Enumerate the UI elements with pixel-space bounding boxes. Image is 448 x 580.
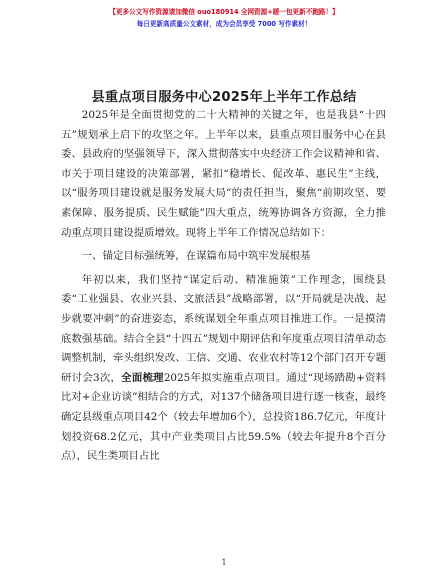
promo-banner-line-1: 【更多公文写作资源请加微信 ouo180914 全网资源+暖一包更新不跑路！】	[109, 8, 339, 16]
page-number: 1	[221, 558, 227, 567]
bold-emphasis: 全面梳理	[121, 371, 164, 384]
document-body	[61, 106, 386, 467]
body-text-part-1: 年初以来，我们坚持“谋定后动、精准施策”工作理念，围绕县委“工业强县、农业兴县、文旅活县”战略部署，以“开局就是决战、起步就要冲刺”的奋进姿态，系统谋划全年重点项目推进工作。一是摸清底数强基础。结合全县“十四五”规划中期评估和年度重点项目清单动态调整机制，牵头组织发改、工信、交通、农业农村等12个部门召开专题研讨会3次，	[61, 273, 386, 384]
body-paragraph	[61, 271, 386, 467]
promo-banner	[0, 6, 448, 30]
intro-paragraph: 2025年是全面贯彻党的二十大精神的关键之年，也是我县“十四五”规划承上启下的攻坚之年。上半年以来，县重点项目服务中心在县委、县政府的坚强领导下，深入贯彻落实中央经济工作会议精神和省、市关于项目建设的决策部署，紧扣“稳增长、促改革、惠民生”主线，以“服务项目建设就是服务发展大局”的责任担当，聚焦“前期攻坚、要素保障、服务提质、民生赋能”四大重点，统筹协调各方资源，全力推动重点项目建设提质增效。现将上半年工作情况总结如下：	[61, 109, 386, 239]
promo-banner-line-2: 每日更新高质量公文素材，成为会员享受 7000 写作素材！	[136, 20, 312, 28]
section-heading: 一、锚定目标强统筹，在谋篇布局中筑牢发展根基	[81, 250, 311, 263]
body-text-part-2: 2025年拟实施重点项目。通过“现场踏勘+资料比对+企业访谈”相结合的方式，对137个储备项目进行逐一核查，最终确定县级重点项目42个（较去年增加6个），总投资186.7亿元，年度计划投资68.2亿元，其中产业类项目占比59.5%（较去年提升8个百分点），民生类项目占比	[61, 371, 386, 463]
document-title: 县重点项目服务中心2025年上半年工作总结	[91, 90, 357, 105]
